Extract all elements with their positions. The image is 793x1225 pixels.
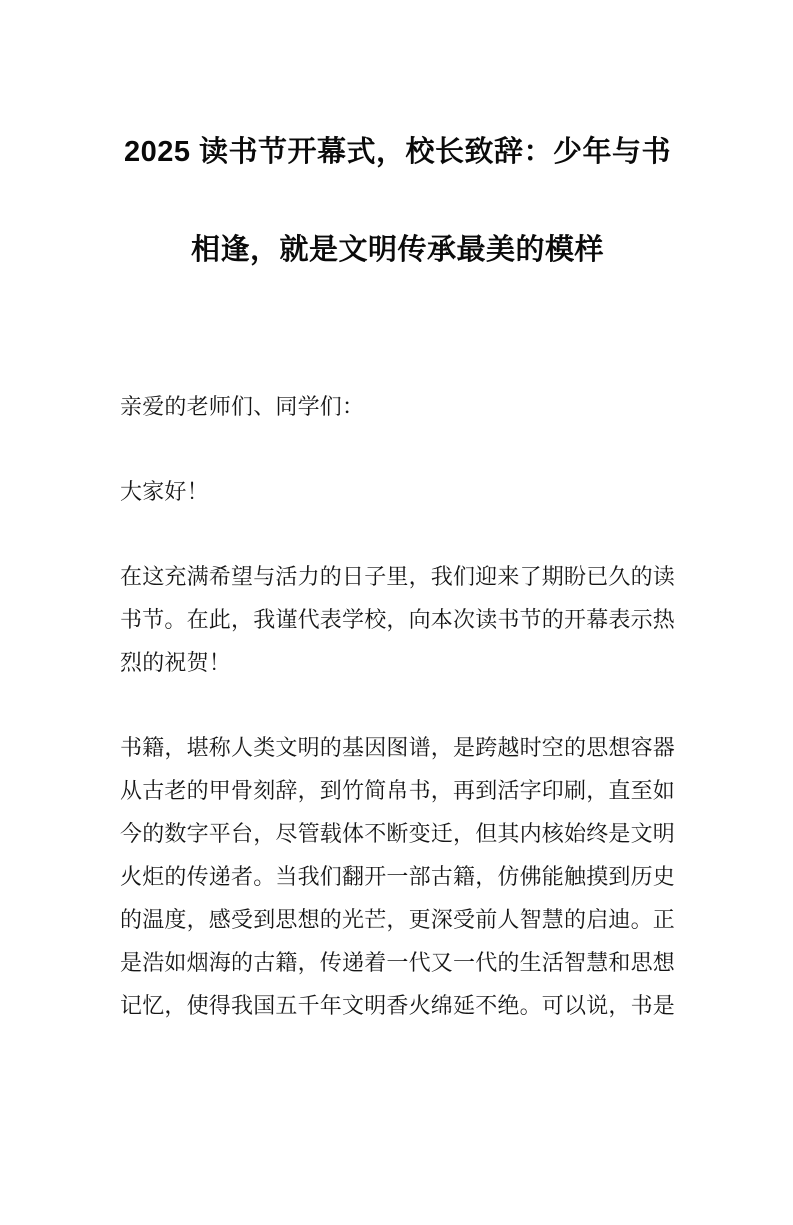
document-page <box>0 103 793 1225</box>
title-line-1: 2025 读书节开幕式，校长致辞：少年与书 <box>123 136 672 168</box>
title-line-2: 相逢，就是文明传承最美的模样 <box>190 234 604 266</box>
document-title <box>120 103 675 299</box>
salutation-paragraph: 亲爱的老师们、同学们： <box>120 394 365 419</box>
books-civilization-paragraph: 书籍，堪称人类文明的基因图谱，是跨越时空的思想容器从古老的甲骨刻辞，到竹简帛书，再到活字印刷，直至如今的数字平台，尽管载体不断变迁，但其内核始终是文明火炬的传递者。当我们翻开一部古籍，仿佛能触摸到历史的温度，感受到思想的光芒，更深受前人智慧的启迪。正是浩如烟海的古籍，传递着一代又一代的生活智慧和思想记忆，使得我国五千年文明香火绵延不绝。可以说，书是 <box>120 735 676 1018</box>
opening-congratulations-paragraph: 在这充满希望与活力的日子里，我们迎来了期盼已久的读书节。在此，我谨代表学校，向本次读书节的开幕表示热烈的祝贺！ <box>120 564 676 675</box>
greeting-paragraph: 大家好！ <box>120 479 209 504</box>
